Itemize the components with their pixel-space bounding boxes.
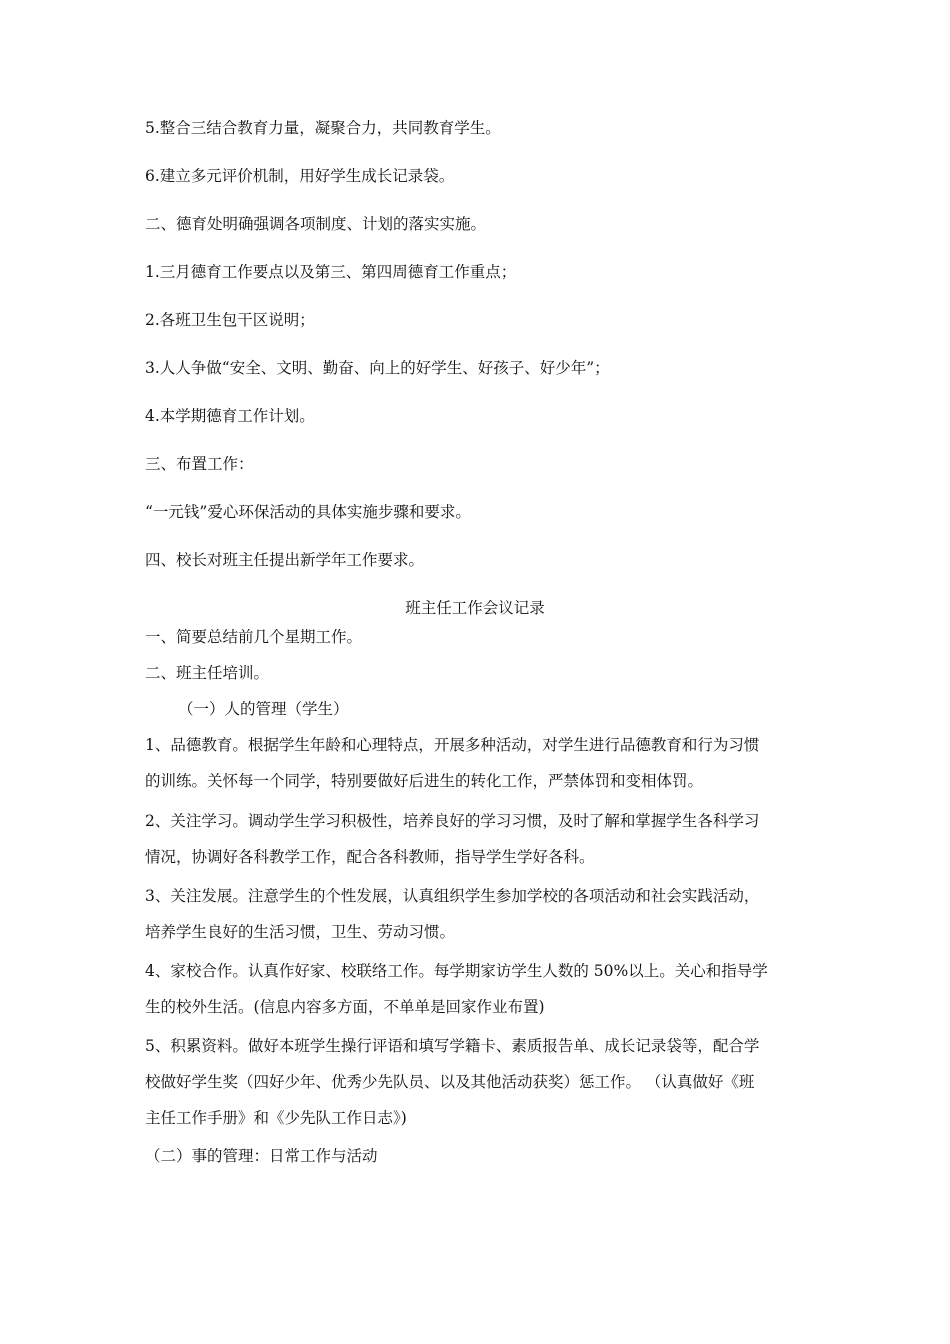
record-subheading-1: （一）人的管理（学生）	[178, 700, 349, 718]
paragraph-3-line-2: 培养学生良好的生活习惯，卫生、劳动习惯。	[145, 923, 456, 941]
paragraph-1-line-1: 1、品德教育。根据学生年龄和心理特点，开展多种活动，对学生进行品德教育和行为习惯	[145, 736, 760, 754]
section-2-item-4: 4.本学期德育工作计划。	[145, 407, 315, 425]
paragraph-1-line-2: 的训练。关怀每一个同学，特别要做好后进生的转化工作，严禁体罚和变相体罚。	[145, 772, 704, 790]
section-4-heading: 四、校长对班主任提出新学年工作要求。	[145, 551, 425, 569]
item-6: 6.建立多元评价机制，用好学生成长记录袋。	[145, 167, 455, 185]
section-2-item-1: 1.三月德育工作要点以及第三、第四周德育工作重点；	[145, 263, 517, 281]
section-2-item-3: 3.人人争做“安全、文明、勤奋、向上的好学生、好孩子、好少年”；	[145, 359, 610, 377]
section-2-item-2: 2.各班卫生包干区说明；	[145, 311, 315, 329]
record-heading-2: 二、班主任培训。	[145, 664, 270, 682]
section-3-body: “一元钱”爱心环保活动的具体实施步骤和要求。	[145, 503, 471, 521]
paragraph-2-line-2: 情况，协调好各科教学工作，配合各科教师，指导学生学好各科。	[145, 848, 595, 866]
paragraph-4-line-2: 生的校外生活。(信息内容多方面，不单单是回家作业布置)	[145, 998, 545, 1016]
paragraph-3-line-1: 3、关注发展。注意学生的个性发展，认真组织学生参加学校的各项活动和社会实践活动，	[145, 887, 760, 905]
paragraph-5-line-3: 主任工作手册》和《少先队工作日志》)	[145, 1109, 407, 1127]
paragraph-2-line-1: 2、关注学习。调动学生学习积极性，培养良好的学习习惯，及时了解和掌握学生各科学习	[145, 812, 760, 830]
section-3-heading: 三、布置工作：	[145, 455, 254, 473]
item-5: 5.整合三结合教育力量，凝聚合力，共同教育学生。	[145, 119, 501, 137]
record-subheading-2: （二）事的管理：日常工作与活动	[145, 1147, 378, 1165]
section-2-heading: 二、德育处明确强调各项制度、计划的落实实施。	[145, 215, 487, 233]
record-heading-1: 一、简要总结前几个星期工作。	[145, 628, 363, 646]
paragraph-4-line-1: 4、家校合作。认真作好家、校联络工作。每学期家访学生人数的 50%以上。关心和指导学	[145, 962, 768, 980]
paragraph-5-line-2: 校做好学生奖（四好少年、优秀少先队员、以及其他活动获奖）惩工作。 （认真做好《班	[145, 1073, 755, 1091]
record-title: 班主任工作会议记录	[405, 599, 545, 617]
paragraph-5-line-1: 5、积累资料。做好本班学生操行评语和填写学籍卡、素质报告单、成长记录袋等，配合学	[145, 1037, 760, 1055]
